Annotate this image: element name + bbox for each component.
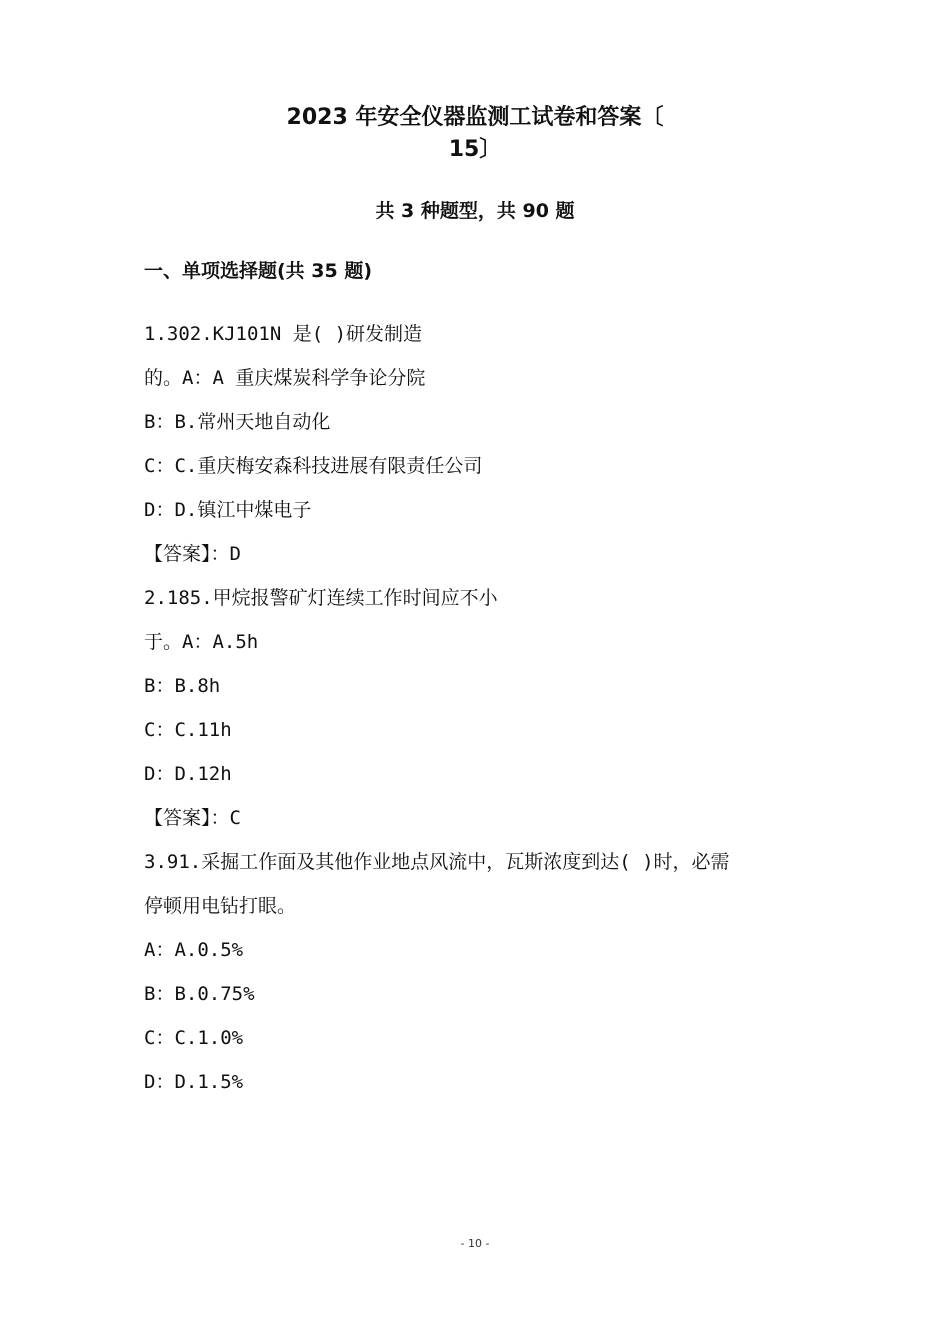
question-line: 1.302.KJ101N 是( )研发制造 [144,323,423,345]
page-number: - 10 - [460,1237,490,1250]
question-line: 3.91.采掘工作面及其他作业地点风流中，瓦斯浓度到达( )时，必需 [144,851,730,873]
question-line: 2.185.甲烷报警矿灯连续工作时间应不小 [144,587,498,609]
option-line: C：C.重庆梅安森科技进展有限责任公司 [144,455,483,477]
option-line: B：B.常州天地自动化 [144,411,331,433]
question-list [144,312,824,1104]
section-heading: 一、单项选择题(共 35 题) [144,260,373,282]
document-title-line2: 15〕 [448,137,502,162]
option-line: D：D.12h [144,763,232,785]
document-title-line1: 2023 年安全仪器监测工试卷和答案〔 [286,105,664,130]
option-line: D：D.镇江中煤电子 [144,499,312,521]
question-line: 停顿用电钻打眼。 [144,895,297,917]
question-line: 的。A：A 重庆煤炭科学争论分院 [144,367,426,389]
question-line: 于。A：A.5h [144,631,259,653]
option-line: D：D.1.5% [144,1071,244,1093]
option-line: C：C.1.0% [144,1027,244,1049]
option-line: C：C.11h [144,719,232,741]
answer-line: 【答案】：C [144,807,241,829]
option-line: A：A.0.5% [144,939,244,961]
document-subtitle: 共 3 种题型，共 90 题 [375,200,575,222]
option-line: B：B.0.75% [144,983,255,1005]
option-line: B：B.8h [144,675,221,697]
answer-line: 【答案】：D [144,543,241,565]
